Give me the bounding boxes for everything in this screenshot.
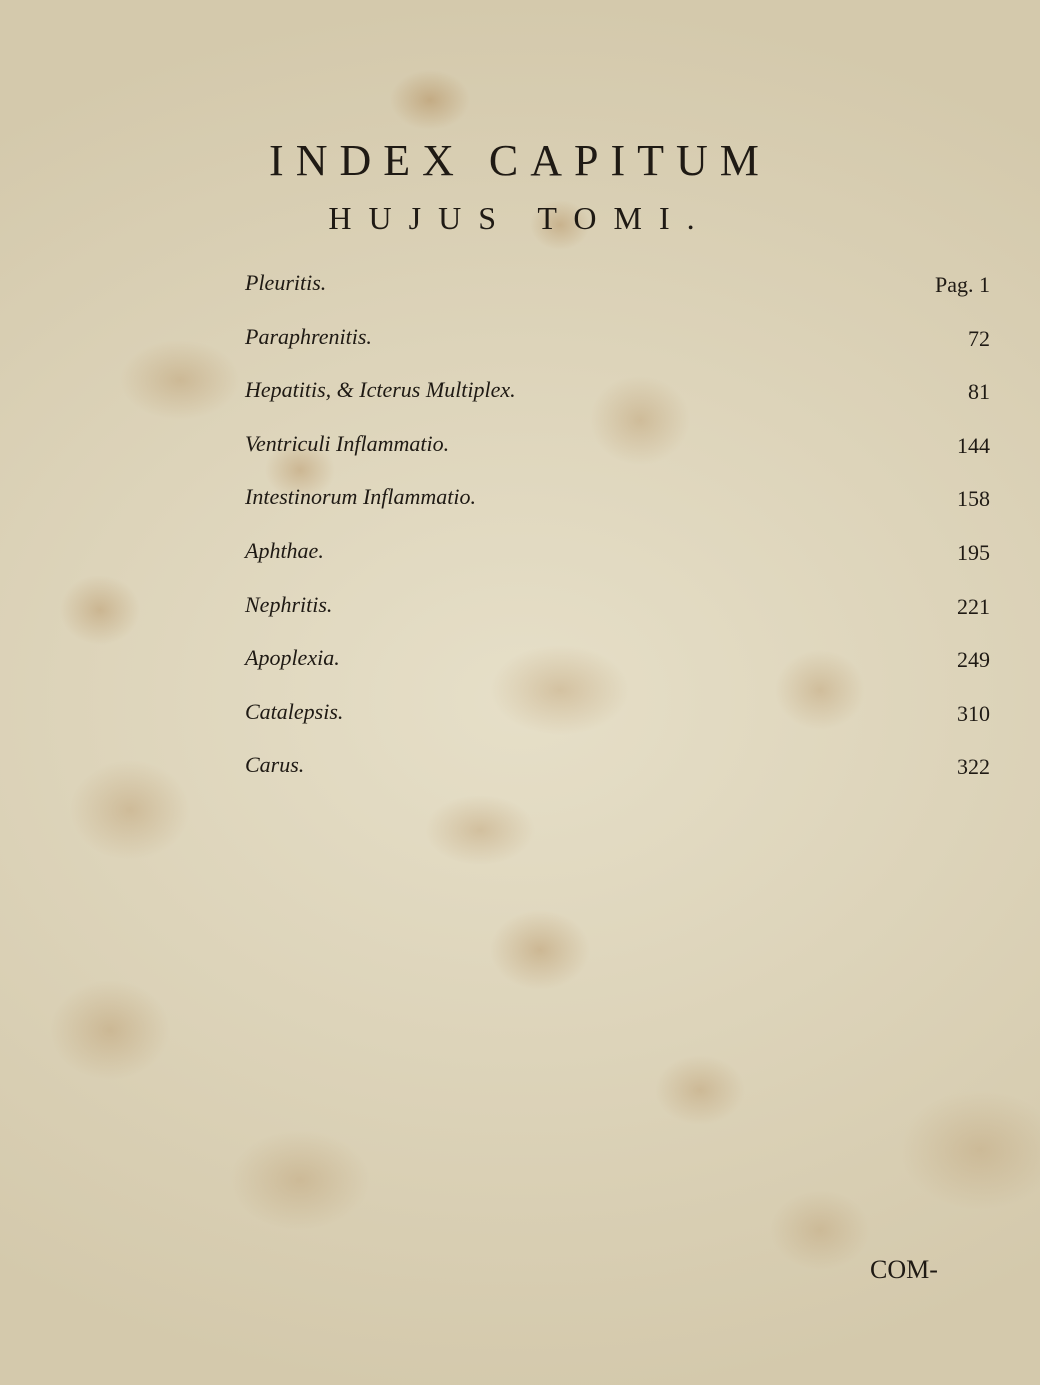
entry-page: 310: [957, 700, 990, 726]
index-entry: [245, 588, 990, 642]
entry-page: 81: [968, 379, 990, 405]
index-list: [245, 266, 990, 802]
entry-page: 144: [957, 432, 990, 458]
index-entry: [245, 695, 990, 749]
index-entry: [245, 373, 990, 427]
entry-title: Paraphrenitis.: [245, 323, 372, 349]
entry-title: Intestinorum Inflammatio.: [245, 484, 476, 510]
entry-page: 158: [957, 486, 990, 512]
entry-page: 221: [957, 593, 990, 619]
entry-title: Carus.: [245, 752, 305, 778]
entry-page: 249: [957, 647, 990, 673]
entry-title: Nephritis.: [245, 591, 333, 617]
entry-page: 195: [957, 539, 990, 565]
entry-page: 72: [968, 325, 990, 351]
index-entry: [245, 480, 990, 534]
entry-page: Pag. 1: [935, 272, 990, 297]
index-entry: [245, 748, 990, 802]
index-entry: [245, 427, 990, 481]
index-entry: [245, 266, 990, 320]
page-title: INDEX CAPITUM: [269, 136, 771, 185]
page-subtitle: HUJUS TOMI.: [328, 200, 712, 236]
catchword: COM-: [870, 1255, 938, 1284]
index-entry: [245, 534, 990, 588]
index-entry: [245, 641, 990, 695]
entry-page: 322: [957, 754, 990, 780]
entry-title: Catalepsis.: [245, 698, 344, 724]
index-entry: [245, 320, 990, 374]
entry-title: Pleuritis.: [245, 270, 327, 295]
entry-title: Aphthae.: [245, 537, 324, 563]
entry-title: Hepatitis, & Icterus Multiplex.: [245, 377, 516, 403]
entry-title: Ventriculi Inflammatio.: [245, 430, 450, 456]
entry-title: Apoplexia.: [245, 645, 340, 671]
